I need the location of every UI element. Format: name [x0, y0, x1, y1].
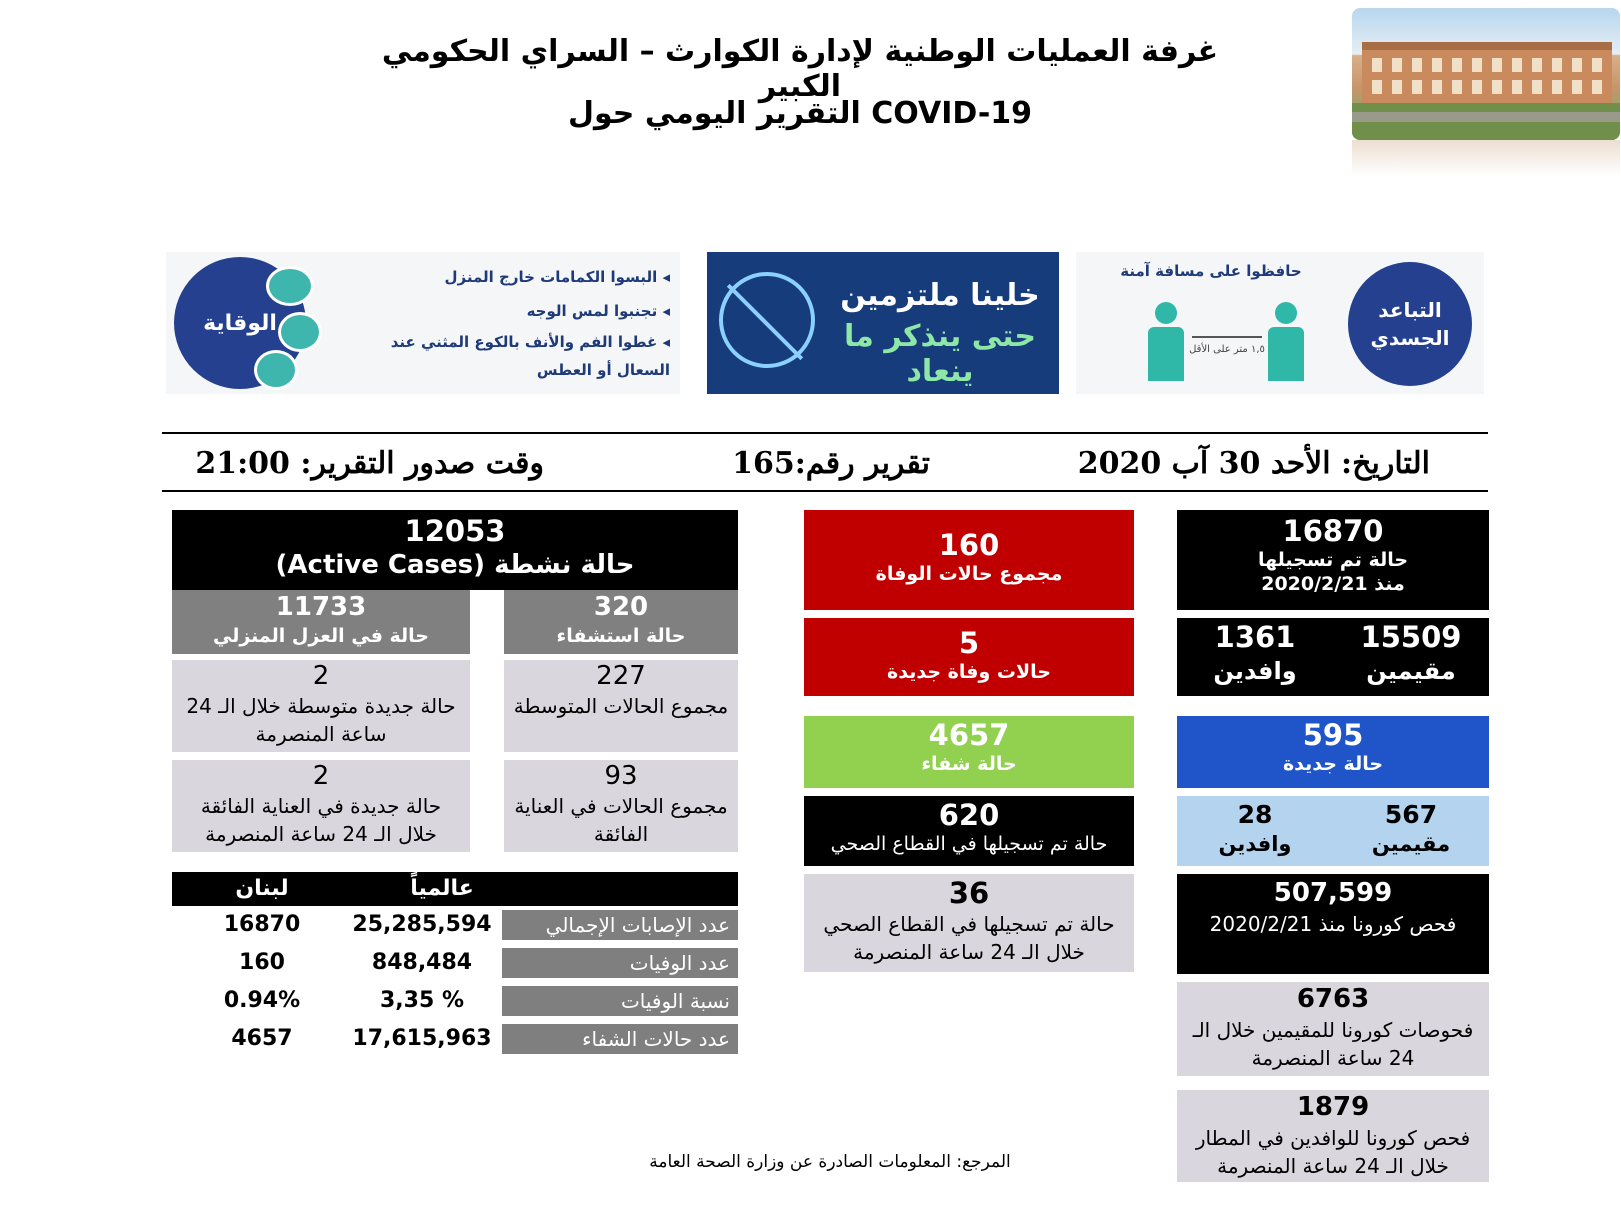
new-deaths-card: [804, 618, 1134, 696]
total-cases-value: 16870: [1282, 514, 1384, 548]
new-residents-arrivals-card: [1177, 796, 1489, 866]
divider-bottom: [162, 490, 1488, 492]
new-arrivals-value: 28: [1237, 800, 1273, 829]
icu-total-label: مجموع الحالات في العناية الفائقة: [514, 794, 728, 846]
distance-arrow-icon: [1192, 336, 1262, 338]
committed-line1: خلينا ملتزمين: [840, 278, 1040, 313]
total-cases-card: [1177, 510, 1489, 610]
new-residents-label: مقيمين: [1371, 832, 1451, 856]
recovered-value: 4657: [928, 718, 1010, 752]
new-cases-value: 595: [1302, 718, 1364, 752]
residents-label: مقيمين: [1366, 657, 1456, 685]
comparison-col-lebanon: لبنان: [235, 876, 289, 901]
deaths-card: [804, 510, 1134, 610]
photo-reflection: [1352, 140, 1620, 176]
recovered-card: [804, 716, 1134, 788]
comparison-global-value: 25,285,594: [352, 912, 492, 937]
new-cases-card: [1177, 716, 1489, 788]
person-left-icon: [1146, 302, 1186, 382]
new-icu-label: حالة جديدة في العناية الفائقة خلال الـ 24 ساعة المنصرمة: [200, 794, 442, 846]
new-moderate-value: 2: [312, 661, 330, 691]
health-sector-value: 620: [938, 798, 1000, 832]
hospitalized-card: [504, 590, 738, 654]
cough-elbow-icon: [254, 350, 298, 390]
distancing-circle-label: التباعد الجسدي: [1370, 298, 1450, 350]
tests-airport-card: [1177, 1090, 1489, 1182]
tests-card: [1177, 874, 1489, 974]
health-sector-24h-label: حالة تم تسجيلها في القطاع الصحي خلال الـ 24 ساعة المنصرمة: [823, 912, 1115, 964]
active-cases-value: 12053: [404, 514, 506, 548]
hospitalized-value: 320: [593, 592, 649, 622]
tests-value: 507,599: [1273, 878, 1393, 908]
active-cases-label: حالة نشطة (Active Cases): [275, 550, 635, 580]
new-residents-value: 567: [1384, 800, 1438, 829]
government-palace-photo: [1352, 8, 1620, 140]
new-moderate-card: [172, 660, 470, 752]
divider-top: [162, 432, 1488, 434]
report-number: تقرير رقم:165: [732, 446, 930, 481]
tests-airport-value: 1879: [1296, 1092, 1370, 1122]
report-date: التاريخ: الأحد 30 آب 2020: [1077, 446, 1430, 481]
new-cases-label: حالة جديدة: [1282, 753, 1384, 775]
distancing-top-text: حافظوا على مسافة آمنة: [1120, 262, 1302, 280]
report-title: غرفة العمليات الوطنية لإدارة الكوارث – السراي الحكومي الكبير: [381, 34, 1219, 104]
icu-total-card: [504, 760, 738, 852]
distance-note: ١,٥ متر على الأقل: [1189, 344, 1265, 355]
prevention-item-1: ◂ البسوا الكمامات خارج المنزل: [444, 268, 670, 286]
new-icu-card: [172, 760, 470, 852]
moderate-total-label: مجموع الحالات المتوسطة: [513, 694, 729, 718]
comparison-global-value: 3,35 %: [380, 988, 464, 1013]
new-arrivals-label: وافدين: [1218, 832, 1292, 856]
comparison-lebanon-value: 160: [239, 950, 285, 975]
moderate-total-card: [504, 660, 738, 752]
comparison-global-value: 848,484: [371, 950, 473, 975]
recovered-label: حالة شفاء: [921, 753, 1017, 775]
comparison-lebanon-value: 4657: [231, 1026, 293, 1051]
tests-residents-value: 6763: [1296, 984, 1370, 1014]
total-cases-since: منذ 2020/2/21: [1261, 573, 1405, 595]
palace-illustration: [1352, 8, 1620, 140]
virus-icon: [719, 272, 815, 368]
report-time: وقت صدور التقرير: 21:00: [195, 446, 544, 481]
mask-icon: [266, 266, 314, 306]
home-isolation-card: [172, 590, 470, 654]
health-sector-24h-value: 36: [948, 876, 990, 910]
distancing-banner: [1076, 252, 1484, 394]
hospitalized-label: حالة استشفاء: [556, 625, 686, 647]
comparison-label: عدد حالات الشفاء: [502, 1024, 738, 1054]
new-deaths-label: حالات وفاة جديدة: [887, 661, 1051, 683]
comparison-lebanon-value: 0.94%: [223, 988, 301, 1013]
no-touch-face-icon: [278, 312, 322, 352]
prevention-banner: [166, 252, 680, 394]
moderate-total-value: 227: [596, 661, 646, 691]
distancing-circle: [1348, 262, 1472, 386]
prevention-circle-label: الوقاية: [203, 310, 277, 336]
prevention-item-2: ◂ تجنبوا لمس الوجه: [526, 302, 670, 320]
comparison-header: [172, 872, 738, 906]
tests-residents-label: فحوصات كورونا للمقيمين خلال الـ 24 ساعة المنصرمة: [1192, 1018, 1474, 1070]
comparison-col-global: عالمياً: [410, 876, 474, 901]
home-isolation-value: 11733: [275, 592, 367, 622]
person-right-icon: [1266, 302, 1306, 382]
deaths-value: 160: [938, 528, 1000, 562]
home-isolation-label: حالة في العزل المنزلي: [213, 625, 429, 647]
report-subtitle: التقرير اليومي حول COVID-19: [567, 96, 1033, 131]
comparison-label: نسبة الوفيات: [502, 986, 738, 1016]
residents-arrivals-card: [1177, 618, 1489, 696]
total-cases-label: حالة تم تسجيلها: [1257, 549, 1409, 571]
tests-airport-label: فحص كورونا للوافدين في المطار خلال الـ 24 ساعة المنصرمة: [1195, 1126, 1471, 1178]
committed-banner: [707, 252, 1059, 394]
new-icu-value: 2: [312, 761, 330, 791]
committed-line2: حتى ينذكر ما ينعاد: [844, 319, 1036, 389]
new-moderate-label: حالة جديدة متوسطة خلال الـ 24 ساعة المنصرمة: [186, 694, 456, 746]
comparison-global-value: 17,615,963: [352, 1026, 492, 1051]
comparison-lebanon-value: 16870: [223, 912, 301, 937]
source-note: المرجع: المعلومات الصادرة عن وزارة الصحة العامة: [649, 1152, 1011, 1172]
comparison-label: عدد الوفيات: [502, 948, 738, 978]
comparison-label: عدد الإصابات الإجمالي: [502, 910, 738, 940]
new-deaths-value: 5: [958, 626, 980, 660]
tests-label: فحص كورونا منذ 2020/2/21: [1209, 912, 1457, 936]
arrivals-value: 1361: [1214, 620, 1296, 654]
residents-value: 15509: [1360, 620, 1462, 654]
health-sector-label: حالة تم تسجيلها في القطاع الصحي: [830, 833, 1108, 855]
health-sector-24h-card: [804, 874, 1134, 972]
icu-total-value: 93: [604, 761, 638, 791]
arrivals-label: وافدين: [1213, 657, 1297, 685]
active-cases-card: [172, 510, 738, 590]
deaths-label: مجموع حالات الوفاة: [875, 563, 1063, 585]
health-sector-card: [804, 796, 1134, 866]
prevention-item-3: ◂ غطوا الفم والأنف بالكوع المثني عند السعال أو العطس: [390, 333, 670, 379]
tests-residents-card: [1177, 982, 1489, 1076]
